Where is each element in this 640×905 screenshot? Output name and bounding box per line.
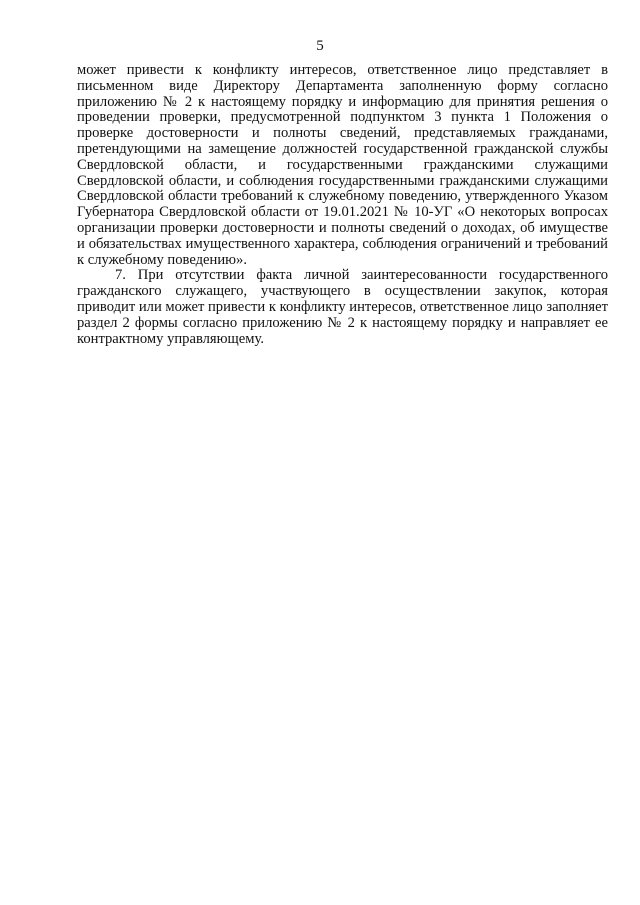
page-number: 5 xyxy=(316,38,324,54)
paragraph-continuation: может привести к конфликту интересов, ответственное лицо представляет в письменном виде Директору Департамента заполненную форму согласно приложению № 2 к настоящему порядку и информацию для принятия решения о проведении проверки, предусмотренной подпунктом 3 пункта 1 Положения о проверке достоверности и полноты сведений, представляемых гражданами, претендующими на замещение должностей государственной гражданской службы Свердловской области, и государственными гражданскими служащими Свердловской области, и соблюдения государственными гражданскими служащими Свердловской области требований к служебному поведению, утвержденного Указом Губернатора Свердловской области от 19.01.2021 № 10-УГ «О некоторых вопросах организации проверки достоверности и полноты сведений о доходах, об имуществе и обязательствах имущественного характера, соблюдения ограничений и требований к служебному поведению». xyxy=(77,62,608,268)
paragraph-item-7: 7. При отсутствии факта личной заинтересованности государственного гражданского служащего, участвующего в осуществлении закупок, которая приводит или может привести к конфликту интересов, ответственное лицо заполняет раздел 2 формы согласно приложению № 2 к настоящему порядку и направляет ее контрактному управляющему. xyxy=(77,267,608,347)
document-body xyxy=(77,63,608,347)
